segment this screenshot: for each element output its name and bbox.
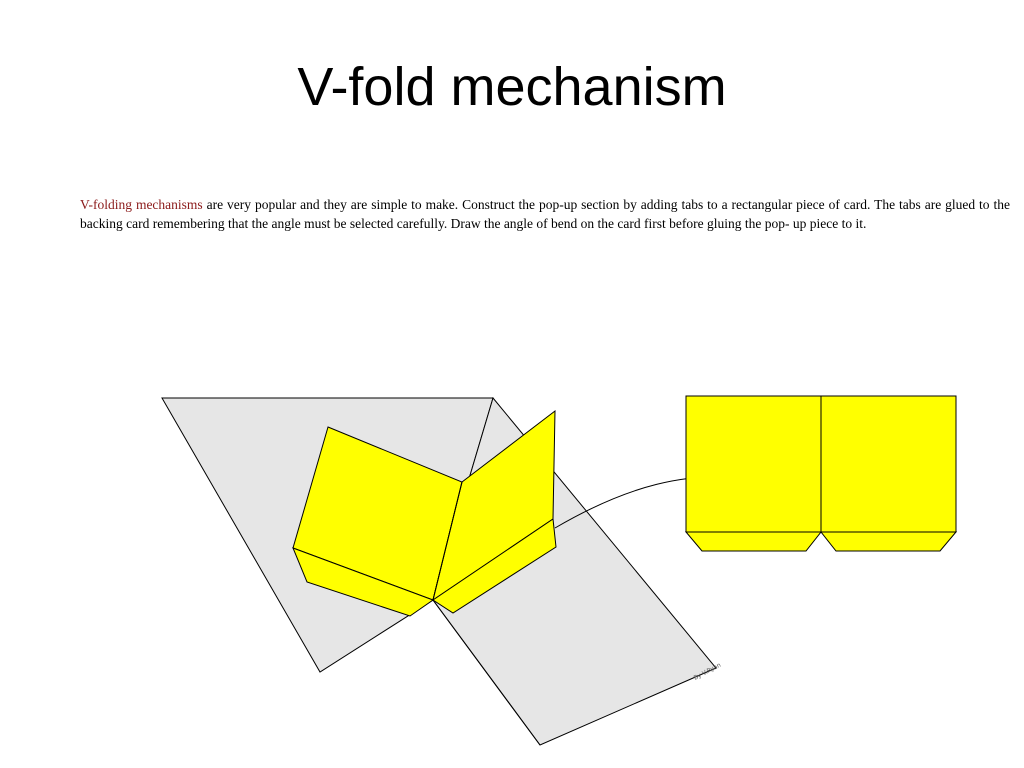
net-left-panel [686,396,821,532]
credit-label: By V.Ryan [692,661,723,682]
net-right-panel [821,396,956,532]
description-body: are very popular and they are simple to make. Construct the pop-up section by adding tabs to a rectangular piece of card. The tabs are glued to the backing card remembering that the angle must be selected carefully. Draw the angle of bend on the card first before gluing the pop- up piece to it. [80,197,1010,231]
net-left-tab [686,532,821,551]
net-right-tab [821,532,956,551]
description-lead: V-folding mechanisms [80,197,203,212]
flat-net [686,396,956,551]
slide-title: V-fold mechanism [297,57,727,117]
